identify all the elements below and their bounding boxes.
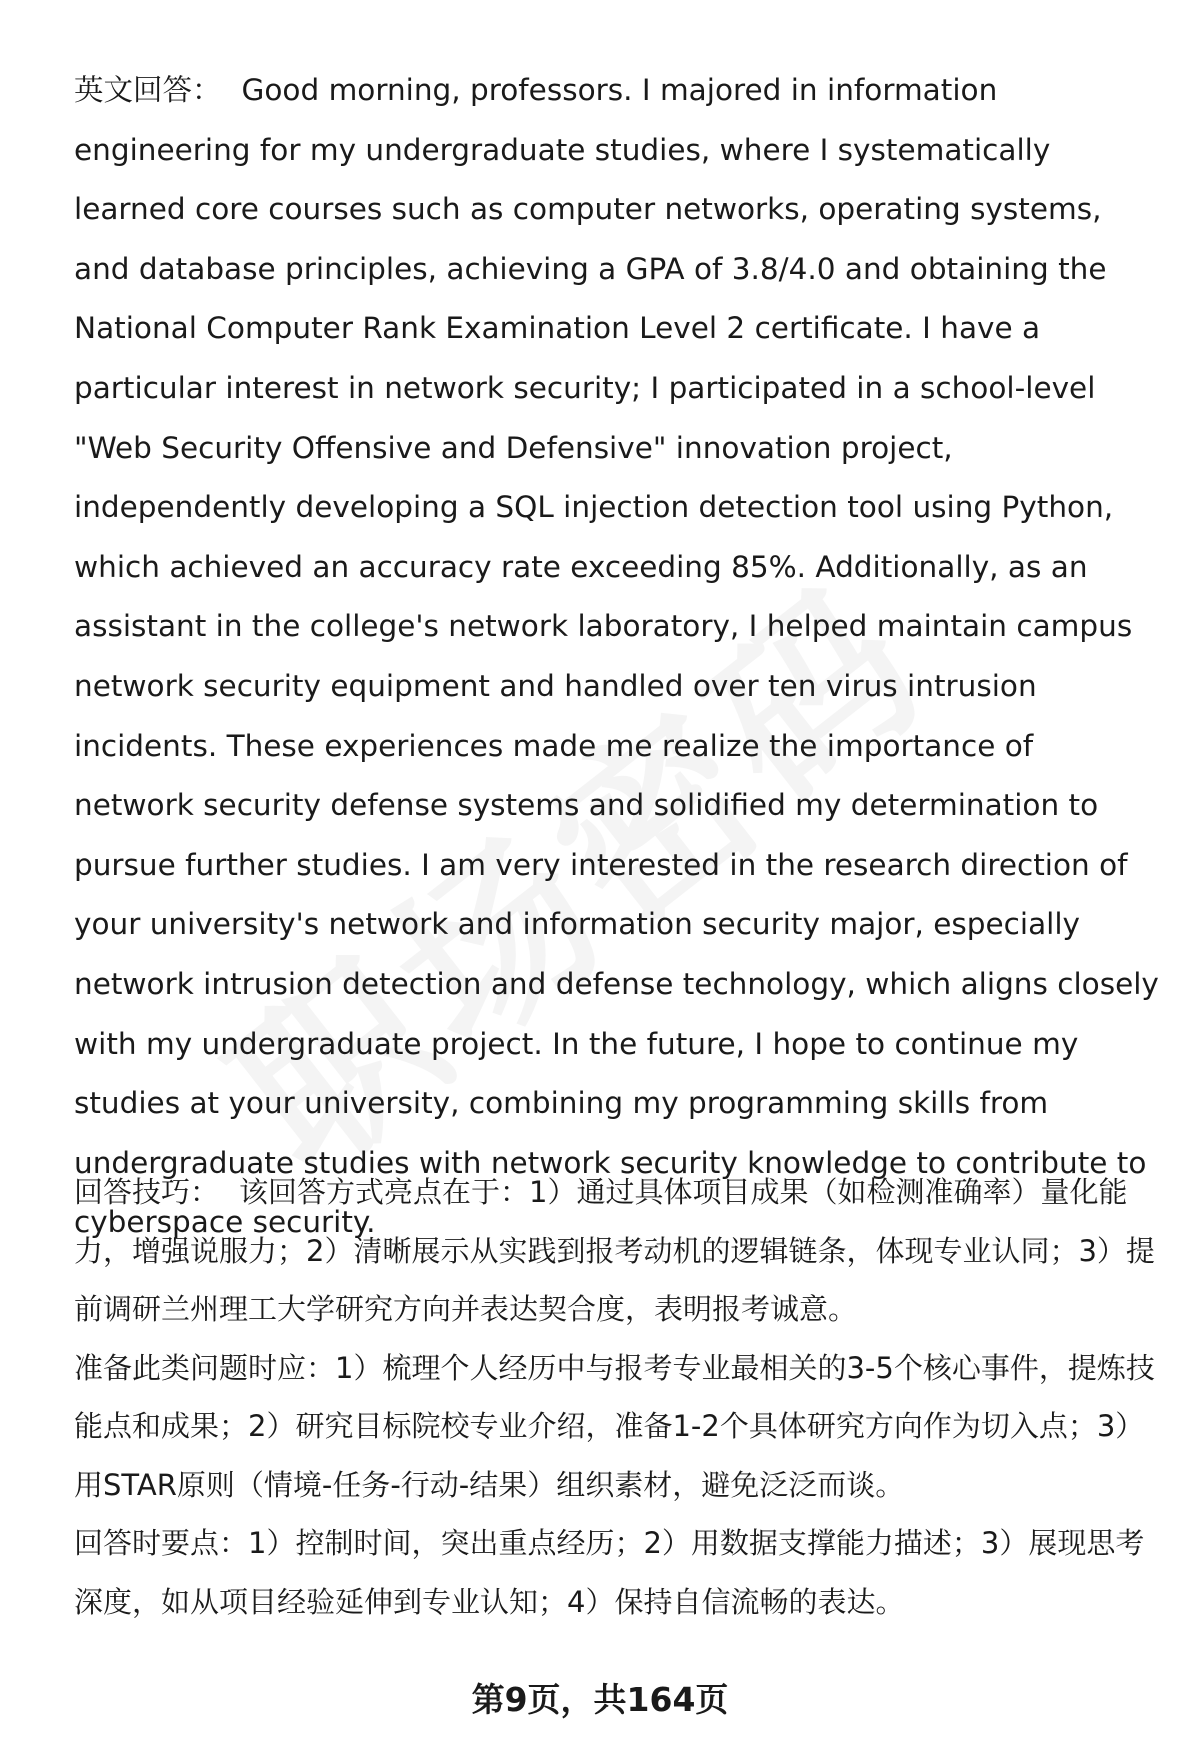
answer-tips bbox=[74, 1163, 1160, 1339]
english-answer-label: 英文回答： bbox=[74, 73, 222, 107]
english-answer-text: Good morning, professors. I majored in information engineering for my undergraduate studies, where I systematically learned core courses such as computer networks, operating systems, and database principles, achieving a GPA of 3.8/4.0 and obtaining the National Computer Rank Examination Level 2 certificate. I have a particular interest in network security; I participated in a school-level "Web Security Offensive and Defensive" innovation project, independently developing a SQL injection detection tool using Python, which achieved an accuracy rate exceeding 85%. Additionally, as an assistant in the college's network laboratory, I helped maintain campus network security equipment and handled over ten virus intrusion incidents. These experiences made me realize the importance of network security defense systems and solidified my determination to pursue further studies. I am very interested in the research direction of your university's network and information security major, especially network intrusion detection and defense technology, which aligns closely with my undergraduate project. In the future, I hope to continue my studies at your university, combining my programming skills from undergraduate studies with network security knowledge to contribute to cyberspace security. bbox=[74, 73, 1159, 1240]
key-points: 回答时要点：1）控制时间，突出重点经历；2）用数据支撑能力描述；3）展现思考深度，如从项目经验延伸到专业认知；4）保持自信流畅的表达。 bbox=[74, 1526, 1145, 1619]
answer-tips-label: 回答技巧： bbox=[74, 1175, 220, 1209]
answer-tips-text: 该回答方式亮点在于：1）通过具体项目成果（如检测准确率）量化能力，增强说服力；2）清晰展示从实践到报考动机的逻辑链条，体现专业认同；3）提前调研兰州理工大学研究方向并表达契合度，表明报考诚意。 bbox=[74, 1175, 1155, 1326]
preparation-tips: 准备此类问题时应：1）梳理个人经历中与报考专业最相关的3-5个核心事件，提炼技能点和成果；2）研究目标院校专业介绍，准备1-2个具体研究方向作为切入点；3）用STAR原则（情境-任务-行动-结果）组织素材，避免泛泛而谈。 bbox=[74, 1350, 1155, 1502]
english-answer bbox=[74, 61, 1160, 1253]
page-number: 第9页，共164页 bbox=[471, 1680, 729, 1719]
answer-tips-section bbox=[74, 1163, 1160, 1631]
